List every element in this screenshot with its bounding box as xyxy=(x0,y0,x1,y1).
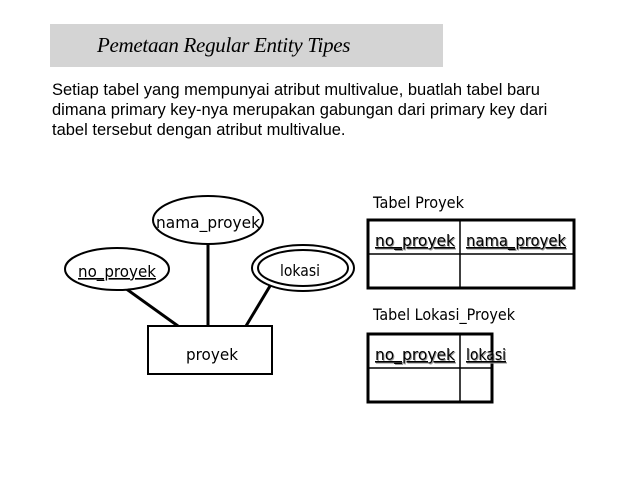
table-proyek-col-nama-proyek: nama_proyek xyxy=(466,231,575,250)
table-proyek-caption: Tabel Proyek xyxy=(372,193,465,212)
table-proyek xyxy=(368,220,574,288)
table-lokasi-proyek-col-no-proyek: no_proyek xyxy=(375,345,458,364)
table-proyek-col-no-proyek: no_proyek xyxy=(375,231,458,250)
connector-lokasi xyxy=(246,286,270,326)
table-lokasi-proyek xyxy=(368,334,506,402)
entity-proyek-label: proyek xyxy=(186,345,239,364)
intro-line-3: tabel tersebut dengan atribut multivalue. xyxy=(52,121,346,139)
connector-no-proyek xyxy=(125,288,178,326)
table-lokasi-proyek-col-lokasi: lokasi xyxy=(466,345,506,364)
intro-line-2: dimana primary key-nya merupakan gabungan dari primary key dari xyxy=(52,101,548,119)
table-lokasi-proyek-caption: Tabel Lokasi_Proyek xyxy=(373,305,532,324)
attr-lokasi-label: lokasi xyxy=(280,261,320,280)
slide-title: Pemetaan Regular Entity Tipes xyxy=(97,33,351,57)
intro-line-1: Setiap tabel yang mempunyai atribut multivalue, buatlah tabel baru xyxy=(52,81,540,99)
attr-no-proyek-label: no_proyek xyxy=(78,262,161,281)
attr-nama-proyek-label: nama_proyek xyxy=(156,213,265,232)
